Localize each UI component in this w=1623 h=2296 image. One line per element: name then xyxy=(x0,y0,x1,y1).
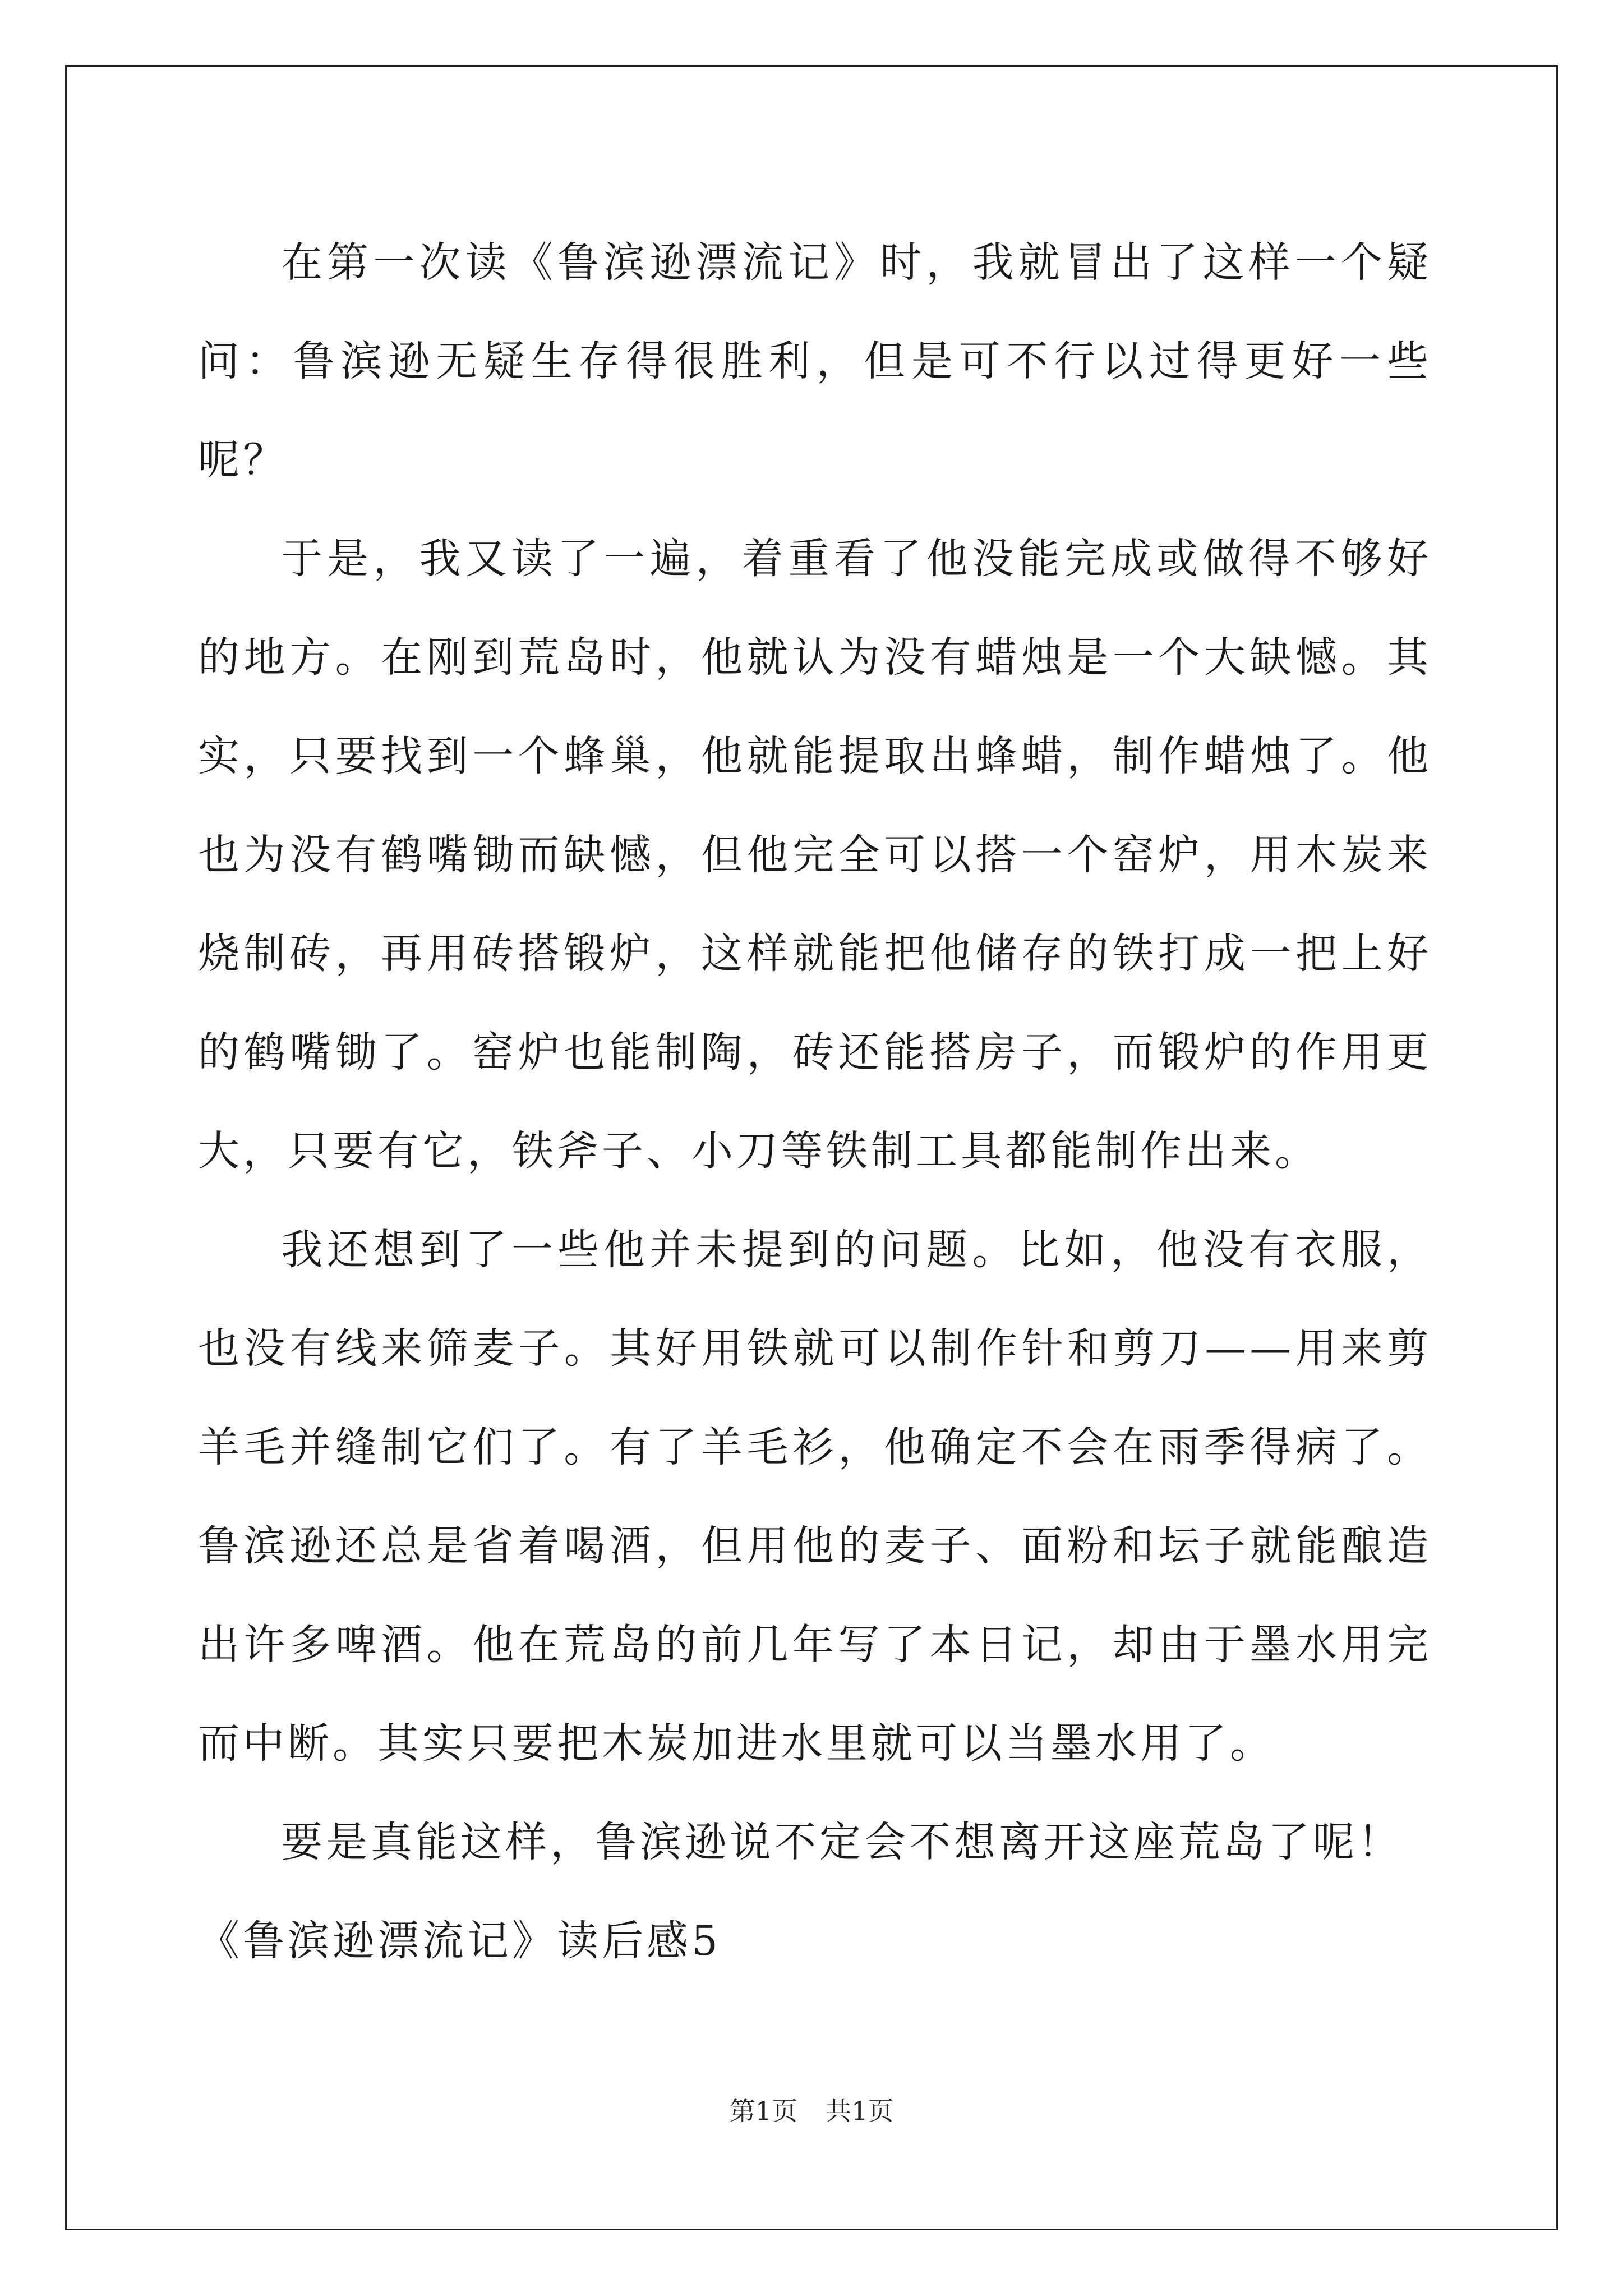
page-total: 共1页 xyxy=(826,2096,894,2126)
page-footer xyxy=(0,2094,1623,2128)
paragraph-2: 于是，我又读了一遍，着重看了他没能完成或做得不够好的地方。在刚到荒岛时，他就认为没有蜡烛是一个大缺憾。其实，只要找到一个蜂巢，他就能提取出蜂蜡，制作蜡烛了。他也为没有鹤嘴锄而缺憾，但他完全可以搭一个窑炉，用木炭来烧制砖，再用砖搭锻炉，这样就能把他储存的铁打成一把上好的鹤嘴锄了。窑炉也能制陶，砖还能搭房子，而锻炉的作用更大，只要有它，铁斧子、小刀等铁制工具都能制作出来。 xyxy=(198,535,1432,1175)
paragraph-1: 在第一次读《鲁滨逊漂流记》时，我就冒出了这样一个疑问：鲁滨逊无疑生存得很胜利，但是可不行以过得更好一些呢？ xyxy=(198,238,1432,484)
section-heading: 《鲁滨逊漂流记》读后感5 xyxy=(198,1917,722,1965)
paragraph-4: 要是真能这样，鲁滨逊说不定会不想离开这座荒岛了呢！ xyxy=(281,1818,1403,1866)
paragraph-3: 我还想到了一些他并未提到的问题。比如，他没有衣服，也没有线来筛麦子。其好用铁就可以制作针和剪刀——用来剪羊毛并缝制它们了。有了羊毛衫，他确定不会在雨季得病了。鲁滨逊还总是省着喝酒，但用他的麦子、面粉和坛子就能酿造出许多啤酒。他在荒岛的前几年写了本日记，却由于墨水用完而中断。其实只要把木炭加进水里就可以当墨水用了。 xyxy=(198,1226,1432,1768)
document-body xyxy=(198,213,1432,1990)
page-number: 第1页 xyxy=(729,2096,797,2126)
